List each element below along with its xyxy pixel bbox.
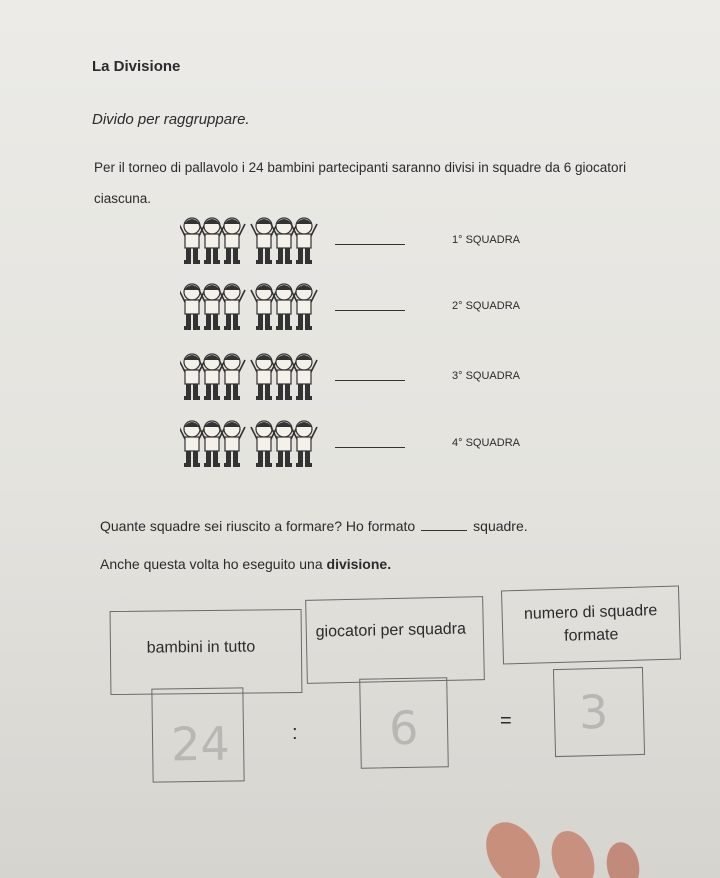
children-group-illustration xyxy=(180,348,320,408)
team-row xyxy=(180,212,600,272)
team-row xyxy=(180,415,600,475)
worksheet-subtitle: Divido per raggruppare. xyxy=(92,111,250,128)
worksheet-title: La Divisione xyxy=(92,58,181,75)
children-group-illustration xyxy=(180,415,320,475)
child-figure xyxy=(199,421,225,467)
child-figure xyxy=(291,284,317,330)
child-figure xyxy=(251,284,277,330)
team-label: 1° SQUADRA xyxy=(452,234,520,246)
child-figure xyxy=(199,284,225,330)
child-figure xyxy=(251,218,277,264)
child-figure xyxy=(199,354,225,400)
team-row xyxy=(180,278,600,338)
team-row xyxy=(180,348,600,408)
child-figure xyxy=(251,354,277,400)
teams-answer-box[interactable] xyxy=(553,667,645,757)
answer-blank[interactable] xyxy=(335,244,405,245)
per-team-header: giocatori per squadra xyxy=(315,620,467,641)
child-figure xyxy=(271,354,297,400)
problem-text: Per il torneo di pallavolo i 24 bambini partecipanti saranno divisi in squadre da 6 giocatori ciascuna. xyxy=(94,160,627,206)
per-team-header-box xyxy=(305,596,485,684)
child-figure xyxy=(199,218,225,264)
per-team-answer: 6 xyxy=(388,700,419,756)
team-label: 2° SQUADRA xyxy=(452,300,520,312)
child-figure xyxy=(180,284,205,330)
child-figure xyxy=(271,218,297,264)
team-label: 3° SQUADRA xyxy=(452,370,520,382)
equals-sign: = xyxy=(500,710,512,732)
total-header-box xyxy=(110,609,303,695)
child-figure xyxy=(180,218,205,264)
fingers-in-photo xyxy=(455,818,655,878)
child-figure xyxy=(271,421,297,467)
note-bold: divisione. xyxy=(326,556,392,572)
answer-blank[interactable] xyxy=(421,530,467,531)
total-answer: 24 xyxy=(170,716,231,772)
question-after: squadre. xyxy=(473,518,528,534)
child-figure xyxy=(219,284,245,330)
child-figure xyxy=(291,354,317,400)
child-figure xyxy=(219,218,245,264)
children-group-illustration xyxy=(180,212,320,272)
question-text xyxy=(100,518,528,534)
teams-header: numero di squadre formate xyxy=(523,602,658,645)
teams-header-box xyxy=(501,586,681,665)
question-before: Quante squadre sei riuscito a formare? Ho formato xyxy=(100,518,416,534)
child-figure xyxy=(291,218,317,264)
division-sign: : xyxy=(292,722,298,744)
teams-answer: 3 xyxy=(578,684,609,740)
child-figure xyxy=(271,284,297,330)
children-group-illustration xyxy=(180,278,320,338)
answer-blank[interactable] xyxy=(335,310,405,311)
answer-blank[interactable] xyxy=(335,380,405,381)
child-figure xyxy=(180,354,205,400)
team-label: 4° SQUADRA xyxy=(452,437,520,449)
child-figure xyxy=(219,421,245,467)
total-answer-box[interactable] xyxy=(151,687,244,782)
child-figure xyxy=(219,354,245,400)
note-before: Anche questa volta ho eseguito una xyxy=(100,556,323,572)
note-text xyxy=(100,556,391,572)
answer-blank[interactable] xyxy=(335,447,405,448)
per-team-answer-box[interactable] xyxy=(359,677,449,769)
child-figure xyxy=(180,421,205,467)
child-figure xyxy=(291,421,317,467)
child-figure xyxy=(251,421,277,467)
total-header: bambini in tutto xyxy=(146,638,256,657)
